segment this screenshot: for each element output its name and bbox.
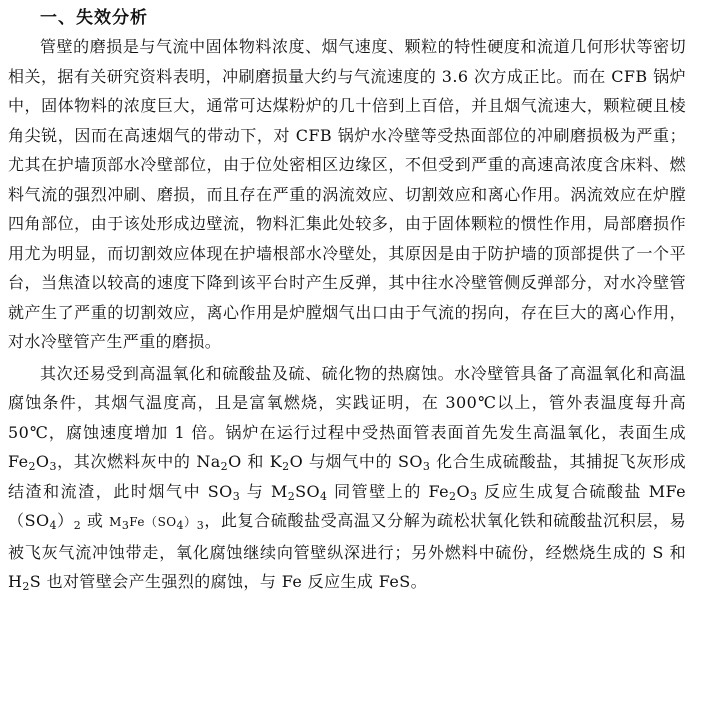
document-page — [8, 4, 686, 597]
paragraph-corrosion-analysis: 其次还易受到高温氧化和硫酸盐及硫、硫化物的热腐蚀。水冷壁管具备了高温氧化和高温腐蚀条件，其烟气温度高，且是富氧燃烧，实践证明，在 300℃以上，管外表温度每升高 50℃，腐蚀速度增加 1 倍。锅炉在运行过程中受热面管表面首先发生高温氧化，表面生成 $Fe_2O_3$，其次燃料灰中的 $Na_2O$ 和 $K_2O$ 与烟气中的 $SO_3$ 化合生成硫酸盐，其捕捉飞灰形成结渣和流渣，此时烟气中 $SO_3$ 与 $M_2SO_4$ 同管壁上的 $Fe_2O_3$ 反应生成复合硫酸盐 $MFe(SO_4)_2$ 或 $M_3Fe(SO_4)_3$，此复合硫酸盐受高温又分解为疏松状氧化铁和硫酸盐沉积层，易被飞灰气流冲蚀带走，氧化腐蚀继续向管壁纵深进行；另外燃料中硫份，经燃烧生成的 S 和 $H_2S$ 也对管壁会产生强烈的腐蚀，与 Fe 反应生成 FeS。 — [8, 363, 687, 593]
section-heading: 一、失效分析 — [40, 8, 148, 28]
paragraph-wear-analysis: 管壁的磨损是与气流中固体物料浓度、烟气速度、颗粒的特性硬度和流道几何形状等密切相关，据有关研究资料表明，冲刷磨损量大约与气流速度的 3.6 次方成正比。而在 CFB 锅炉中，固体物料的浓度巨大，通常可达煤粉炉的几十倍到上百倍，并且烟气流速大，颗粒硬且棱角尖锐，因而在高速烟气的带动下，对 CFB 锅炉水冷壁等受热面部位的冲刷磨损极为严重；尤其在护墙顶部水冷壁部位，由于位处密相区边缘区，不但受到严重的高速高浓度含床料、燃料气流的强烈冲刷、磨损，而且存在严重的涡流效应、切割效应和离心作用。涡流效应在炉膛四角部位，由于该处形成边壁流，物料汇集此处较多，由于固体颗粒的惯性作用，局部磨损作用尤为明显，而切割效应体现在护墙根部水冷壁处，其原因是由于防护墙的顶部提供了一个平台，当焦渣以较高的速度下降到该平台时产生反弹，其中往水冷壁管侧反弹部分，对水冷壁管就产生了严重的切割效应，离心作用是炉膛烟气出口由于气流的拐向，存在巨大的离心作用，对水冷壁管产生严重的磨损。 — [8, 37, 686, 351]
